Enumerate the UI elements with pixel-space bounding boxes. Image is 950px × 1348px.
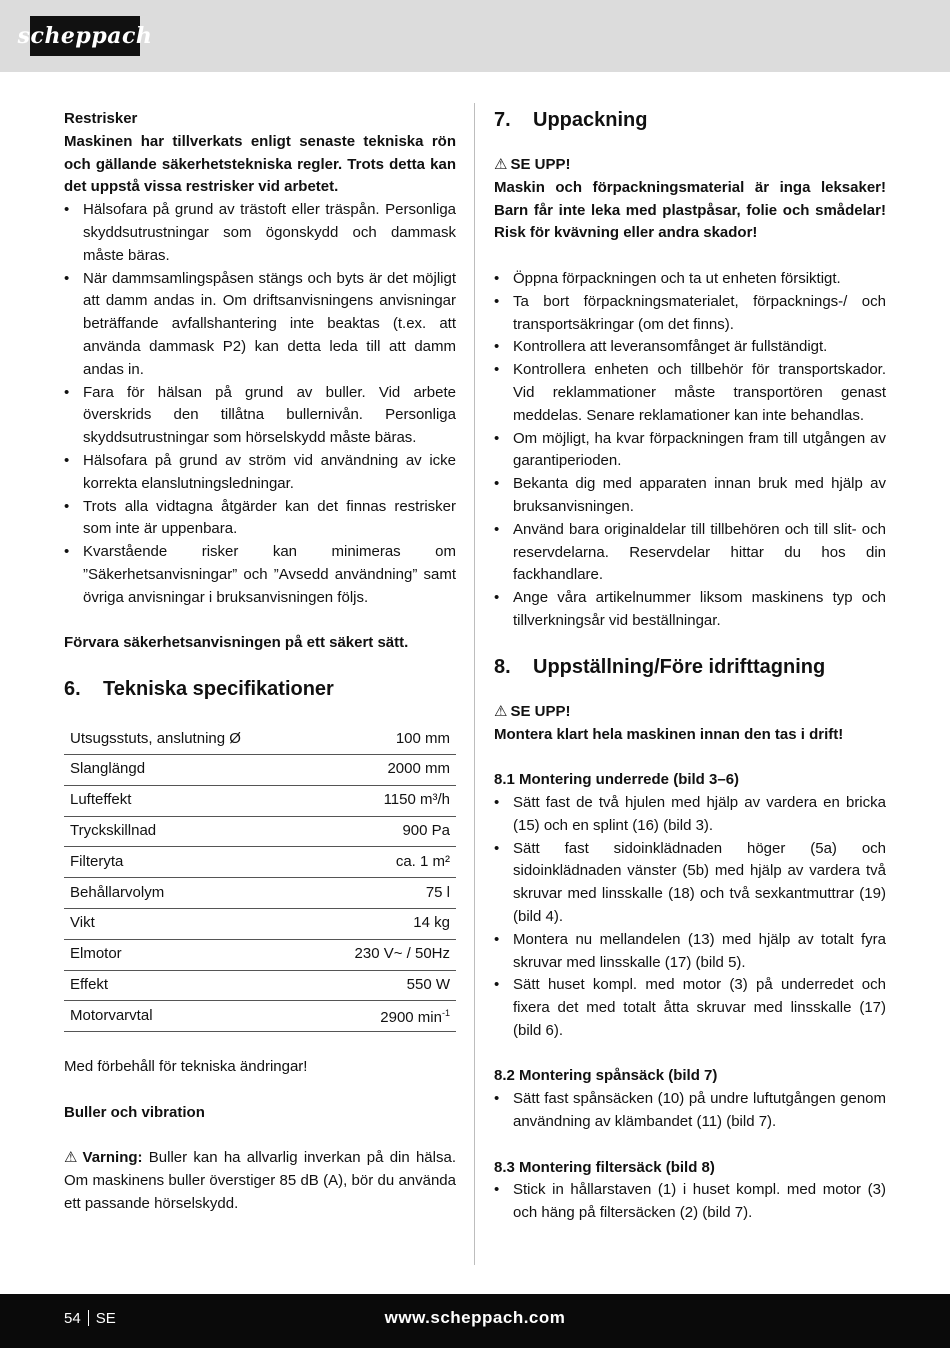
spec-label: Filteryta (64, 847, 311, 878)
list-item: • Hälsofara på grund av ström vid användning av icke korrekta elanslutningsledningar. (64, 450, 456, 496)
changes-note: Med förbehåll för tekniska ändringar! (64, 1058, 308, 1076)
section-6-heading (64, 677, 456, 701)
footer-band (0, 1294, 950, 1348)
table-row (64, 970, 456, 1001)
spec-value-text: 230 V~ / 50Hz (354, 945, 450, 963)
warning-text: Buller kan ha allvarlig inverkan på din hälsa. Om maskinens buller överstiger 85 dB (A), bör du använda ett passande hörselskydd. (64, 1149, 456, 1212)
language-code: SE (95, 1310, 116, 1327)
table-row (64, 1001, 456, 1032)
section-6-number: 6. (64, 678, 81, 701)
restrisker-intro: Maskinen har tillverkats enligt senaste tekniska rön och gällande säkerhetstekniska regler. Trots detta kan det uppstå vissa restrisker vid arbetet. (64, 132, 456, 196)
list-item: • Stick in hållarstaven (1) i huset kompl. med motor (3) och häng på filtersäcken (2) (bild 7). (494, 1179, 886, 1225)
spec-value (311, 785, 456, 816)
spec-value (311, 1001, 456, 1032)
spec-value (311, 724, 456, 754)
spec-value-text: 75 l (425, 883, 450, 901)
table-row (64, 816, 456, 847)
list-item: • Kontrollera att leveransomfånget är fullständigt. (494, 336, 886, 359)
spec-value-text: 900 Pa (402, 822, 450, 840)
list-item: • Fara för hälsan på grund av buller. Vid arbete överskrids den tillåtna bullernivån. Personliga skyddsutrustningar som hörselskydd måste bäras. (64, 382, 456, 450)
list-item: • Öppna förpackningen och ta ut enheten försiktigt. (494, 268, 886, 291)
list-item: • När dammsamlingspåsen stängs och byts är det möjligt att damm andas in. Om driftsanvisningens anvisningar beträffande avfallshantering inte beaktas (t.ex. att använda dammask P2) kan detta leda till att damm andas in. (64, 268, 456, 382)
spec-label: Behållarvolym (64, 878, 311, 909)
spec-value-text: 100 mm (395, 729, 450, 747)
table-row (64, 754, 456, 785)
section-8-caution-text: Montera klart hela maskinen innan den tas i drift! (494, 725, 844, 743)
section-8-caution-heading (494, 701, 886, 724)
section-7-list (494, 268, 886, 633)
page-number: 54 (64, 1310, 81, 1327)
spec-label: Utsugsstuts, anslutning Ø (64, 724, 311, 754)
section-8-heading (494, 655, 886, 679)
left-column (64, 108, 456, 1216)
subsection-8-3-list (494, 1179, 886, 1225)
caution-label: SE UPP! (510, 156, 571, 173)
list-item: • Hälsofara på grund av trästoft eller träspån. Personliga skyddsutrustningar som ögonskydd och dammask måste bäras. (64, 199, 456, 267)
spec-value (311, 970, 456, 1001)
spec-value (311, 754, 456, 785)
list-item: • Bekanta dig med apparaten innan bruk med hjälp av bruksanvisningen. (494, 473, 886, 519)
section-8-number: 8. (494, 655, 511, 678)
list-item: • Sätt fast sidoinklädnaden höger (5a) och sidoinklädnaden vänster (5b) med hjälp av vardera två skruvar med linsskalle (18) och två sexkantmuttrar (19) (bild 4). (494, 838, 886, 929)
spec-label: Elmotor (64, 939, 311, 970)
restrisker-list (64, 199, 456, 609)
section-8-title: Uppställning/Före idrifttagning (533, 655, 826, 678)
subsection-8-1-title: 8.1 Montering underrede (bild 3–6) (494, 771, 740, 789)
table-row (64, 785, 456, 816)
spec-label: Motorvarvtal (64, 1001, 311, 1032)
header-band (0, 0, 950, 72)
spec-label: Lufteffekt (64, 785, 311, 816)
noise-warning (64, 1147, 456, 1215)
section-7-caution-heading (494, 154, 886, 177)
column-divider (474, 103, 475, 1265)
spec-value (311, 878, 456, 909)
list-item: • Trots alla vidtagna åtgärder kan det finnas restrisker som inte är uppenbara. (64, 496, 456, 542)
subsection-8-1-list (494, 792, 886, 1043)
list-item: • Ta bort förpackningsmaterialet, förpacknings-/ och transportsäkringar (om det finns). (494, 291, 886, 337)
noise-title: Buller och vibration (64, 1103, 205, 1121)
spec-value-text: 1150 m³/h (383, 791, 450, 809)
table-row (64, 908, 456, 939)
list-item: • Kvarstående risker kan minimeras om ”Säkerhetsanvisningar” och ”Avsedd användning” samt övriga anvisningar i bruksanvisningen följs. (64, 541, 456, 609)
list-item: • Ange våra artikelnummer liksom maskinens typ och tillverkningsår vid beställningar. (494, 587, 886, 633)
section-7-title: Uppackning (533, 109, 648, 131)
spec-value-text: 2900 min (380, 1009, 442, 1027)
spec-value-text: 2000 mm (387, 760, 450, 778)
section-7-caution-text: Maskin och förpackningsmaterial är inga leksaker! Barn får inte leka med plastpåsar, folie och smådelar! Risk för kvävning eller andra skador! (494, 178, 886, 242)
spec-value-text: 550 W (406, 976, 450, 993)
website-url: www.scheppach.com (384, 1308, 566, 1327)
caution-label: SE UPP! (510, 702, 571, 720)
spec-label: Vikt (64, 908, 311, 939)
list-item: • Montera nu mellandelen (13) med hjälp av totalt fyra skruvar med linsskalle (17) (bild 5). (494, 929, 886, 975)
list-item: • Sätt fast spånsäcken (10) på undre luftutgången genom användning av klämbandet (11) (bild 7). (494, 1088, 886, 1134)
subsection-8-2-list (494, 1088, 886, 1134)
subsection-8-2-title: 8.2 Montering spånsäck (bild 7) (494, 1067, 718, 1085)
warning-icon: ⚠ (494, 156, 508, 173)
spec-value (311, 816, 456, 847)
brand-logo: scheppach (30, 16, 140, 56)
restrisker-title: Restrisker (64, 110, 138, 127)
spec-label: Tryckskillnad (64, 816, 311, 847)
warning-label: Varning: (82, 1149, 143, 1167)
list-item: • Sätt huset kompl. med motor (3) på underredet och fixera det med totalt åtta skruvar med linsskalle (17) (bild 6). (494, 974, 886, 1042)
table-row (64, 847, 456, 878)
spec-value-superscript: -1 (441, 1008, 450, 1019)
table-row (64, 939, 456, 970)
list-item: • Sätt fast de två hjulen med hjälp av vardera en bricka (15) och en splint (16) (bild 3). (494, 792, 886, 838)
spec-value-text: 14 kg (413, 914, 450, 932)
store-note: Förvara säkerhetsanvisningen på ett säkert sätt. (64, 634, 409, 652)
spec-value (311, 847, 456, 878)
table-row (64, 878, 456, 909)
list-item: • Använd bara originaldelar till tillbehören och till slit- och reservdelarna. Reservdelar hittar du hos din fackhandlare. (494, 519, 886, 587)
section-6-title: Tekniska specifikationer (103, 678, 334, 701)
warning-icon: ⚠ (494, 702, 508, 720)
spec-table (64, 724, 456, 1032)
list-item: • Om möjligt, ha kvar förpackningen fram till utgången av garantiperioden. (494, 428, 886, 474)
list-item: • Kontrollera enheten och tillbehör för transportskador. Vid reklammationer måste transportören genast meddelas. Senare reklamationer kan inte behandlas. (494, 359, 886, 427)
warning-icon: ⚠ (64, 1149, 80, 1167)
right-column (494, 108, 886, 1225)
spec-label: Effekt (64, 970, 311, 1001)
spec-label: Slanglängd (64, 754, 311, 785)
spec-value (311, 939, 456, 970)
spec-value (311, 908, 456, 939)
section-7-heading (494, 108, 886, 132)
table-row (64, 724, 456, 754)
subsection-8-3-title: 8.3 Montering filtersäck (bild 8) (494, 1158, 715, 1176)
spec-value-text: ca. 1 m² (395, 852, 450, 870)
section-7-number: 7. (494, 109, 511, 131)
